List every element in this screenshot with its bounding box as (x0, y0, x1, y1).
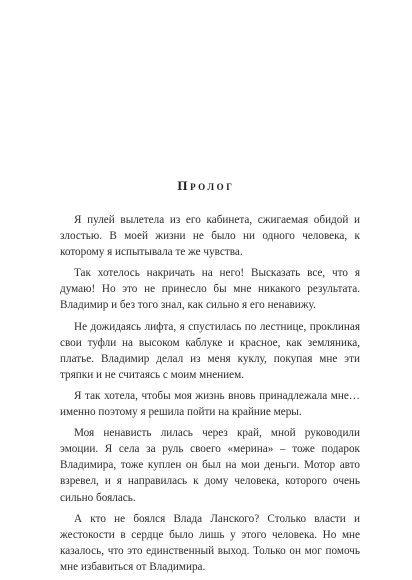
paragraph: Не дожидаясь лифта, я спустилась по лестнице, проклиная свои туфли на высоком каблуке и красное, как земляника, платье. Владимир делал из меня куклу, покупая мне эти тряпки и не считаясь с моим мнением. (60, 320, 360, 381)
paragraph: Моя ненависть лилась через край, мной руководили эмоции. Я села за руль своего «мерина» – тоже подарок Владимира, тоже куплен он был на мои деньги. Мотор авто взревел, и я направилась к дому человека, которого очень сильно боялась. (60, 427, 360, 504)
paragraph: А кто не боялся Влада Ланского? Столько власти и жестокости в сердце было лишь у этого человека. Но мне казалось, что это единственный выход. Только он мог помочь мне избавиться от Владимира. (60, 512, 360, 573)
paragraph: Я пулей вылетела из его кабинета, сжигаемая обидой и злостью. В моей жизни не было ни одного человека, к которому я испытывала те же чувства. (60, 214, 360, 259)
paragraph: Так хотелось накричать на него! Высказать все, что я думаю! Но это не принесло бы мне никакого результата. Владимир и без того знал, как сильно я его ненавижу. (60, 267, 360, 312)
chapter-title: Пролог (177, 178, 235, 193)
chapter-text (60, 212, 360, 580)
paragraph: Я так хотела, чтобы моя жизнь вновь принадлежала мне… именно поэтому я решила пойти на крайние меры. (60, 389, 360, 419)
